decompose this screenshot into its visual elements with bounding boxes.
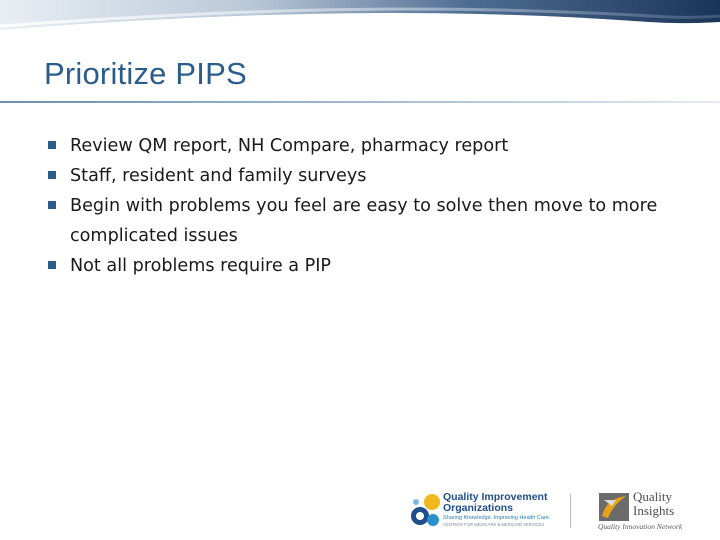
quality-insights-logo-text [633, 490, 703, 518]
square-bullet-icon [48, 171, 56, 179]
bullet-text: Not all problems require a PIP [70, 256, 332, 276]
quality-insights-logo-icon [598, 492, 630, 522]
logo-divider [570, 494, 571, 528]
qio-tagline: Sharing Knowledge. Improving Health Care. [443, 515, 551, 521]
qio-name-line2: Organizations [443, 502, 514, 514]
header-band [0, 0, 720, 42]
qio-subline: CENTERS FOR MEDICARE & MEDICAID SERVICES [443, 522, 545, 527]
bullet-item [48, 251, 688, 281]
qio-name-line1: Quality Improvement [443, 491, 548, 503]
bullet-item [48, 191, 688, 251]
bullet-item [48, 131, 688, 161]
bullet-item [48, 161, 688, 191]
qi-name-line1: Quality [633, 489, 672, 504]
square-bullet-icon [48, 201, 56, 209]
bullet-text: Staff, resident and family surveys [70, 166, 367, 186]
bullet-list [48, 131, 688, 281]
qio-logo-icon [408, 492, 442, 530]
qio-logo-text [443, 492, 603, 528]
footer-logos [402, 488, 702, 532]
slide-title: Prioritize PIPS [44, 56, 247, 91]
qi-tagline: Quality Innovation Network [598, 522, 683, 531]
qi-name-line2: Insights [633, 503, 675, 518]
square-bullet-icon [48, 261, 56, 269]
bullet-text: Review QM report, NH Compare, pharmacy report [70, 136, 509, 156]
title-divider [0, 101, 720, 103]
bullet-text: Begin with problems you feel are easy to solve then move to more complicated issues [70, 196, 658, 246]
square-bullet-icon [48, 141, 56, 149]
